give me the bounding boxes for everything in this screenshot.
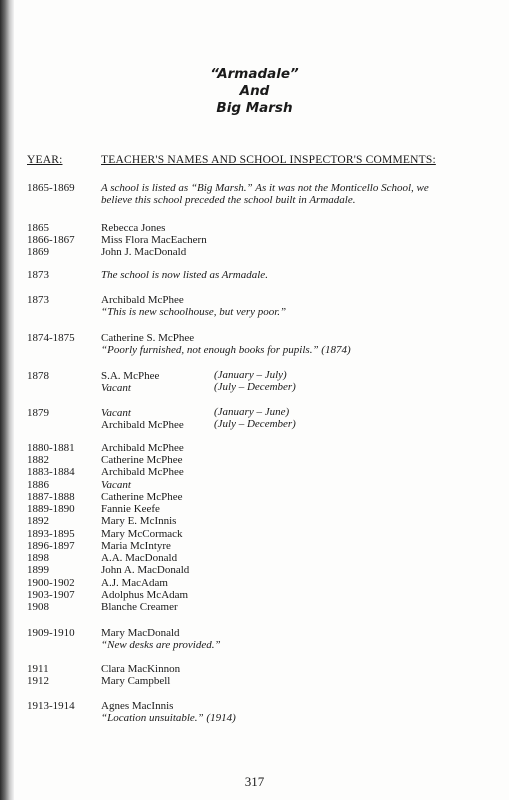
title-line-1: “Armadale” [210,66,299,82]
entry-year: 1886 [27,479,49,491]
entry-teacher: A.A. MacDonald [101,552,178,564]
entry-teacher: Vacant [101,382,131,394]
entry-teacher: Maria McIntyre [101,540,171,552]
entry-teacher: Clara MacKinnon [101,663,181,675]
entry-year: 1899 [27,564,49,576]
entry-teacher: John A. MacDonald [101,564,190,576]
entry-year: 1912 [27,675,49,687]
entry-teacher: Catherine S. McPhee [101,332,195,344]
entry-teacher: Archibald McPhee [101,442,184,454]
entry-teacher: A.J. MacAdam [101,577,168,589]
page-number: 317 [244,774,265,789]
entry-dates: (July – December) [214,418,296,430]
entry-teacher: Mary MacDonald [101,627,180,639]
title-line-3: Big Marsh [216,100,293,116]
entry-teacher: John J. MacDonald [101,246,187,258]
entry-year: 1879 [27,407,49,419]
entry-year: 1892 [27,515,49,527]
year-column-header: YEAR: [27,154,63,166]
entry-year: 1865 [27,222,49,234]
entry-dates: (January – June) [214,406,290,418]
entry-year: 1880-1881 [27,442,75,454]
entry-year: 1896-1897 [27,540,75,552]
book-binding-shadow [0,0,14,800]
entry-year: 1898 [27,552,49,564]
inspector-comment: “Location unsuitable.” (1914) [101,712,236,724]
entry-year: 1883-1884 [27,466,75,478]
entry-note: The school is now listed as Armadale. [101,269,268,281]
entry-year: 1878 [27,370,49,382]
entry-dates: (January – July) [214,369,287,381]
entry-year: 1908 [27,601,49,613]
entry-year: 1889-1890 [27,503,75,515]
inspector-comment: “This is new schoolhouse, but very poor.” [101,306,287,318]
entry-teacher: Rebecca Jones [101,222,166,234]
entry-year: 1874-1875 [27,332,75,344]
entry-teacher: Mary Campbell [101,675,171,687]
entry-teacher: Adolphus McAdam [101,589,189,601]
entry-teacher: Mary E. McInnis [101,515,177,527]
comments-column-header: TEACHER'S NAMES AND SCHOOL INSPECTOR'S COMMENTS: [101,154,436,166]
entry-year: 1900-1902 [27,577,75,589]
entry-teacher: S.A. McPhee [101,370,160,382]
entry-teacher: Catherine McPhee [101,491,183,503]
entry-note: A school is listed as “Big Marsh.” As it was not the Monticello School, we [101,182,429,194]
entry-teacher: Fannie Keefe [101,503,160,515]
entry-teacher: Archibald McPhee [101,419,184,431]
entry-teacher: Miss Flora MacEachern [101,234,207,246]
entry-year: 1893-1895 [27,528,75,540]
entry-year: 1887-1888 [27,491,75,503]
entry-dates: (July – December) [214,381,296,393]
inspector-comment: “New desks are provided.” [101,639,221,651]
entry-year: 1911 [27,663,49,675]
entry-year: 1869 [27,246,49,258]
entry-year: 1866-1867 [27,234,75,246]
entry-teacher: Blanche Creamer [101,601,178,613]
inspector-comment: “Poorly furnished, not enough books for pupils.” (1874) [101,344,351,356]
entry-year: 1882 [27,454,49,466]
entry-teacher: Archibald McPhee [101,466,184,478]
entry-year: 1903-1907 [27,589,75,601]
entry-teacher: Vacant [101,479,131,491]
entry-year: 1873 [27,269,49,281]
page [10,0,509,800]
entry-note-continued: believe this school preceded the school built in Armadale. [101,194,356,206]
entry-teacher: Archibald McPhee [101,294,184,306]
title-line-2: And [239,83,270,99]
entry-teacher: Mary McCormack [101,528,183,540]
entry-teacher: Catherine McPhee [101,454,183,466]
entry-teacher: Vacant [101,407,131,419]
entry-teacher: Agnes MacInnis [101,700,174,712]
entry-year: 1865-1869 [27,182,75,194]
entry-year: 1909-1910 [27,627,75,639]
entry-year: 1873 [27,294,49,306]
entry-year: 1913-1914 [27,700,75,712]
